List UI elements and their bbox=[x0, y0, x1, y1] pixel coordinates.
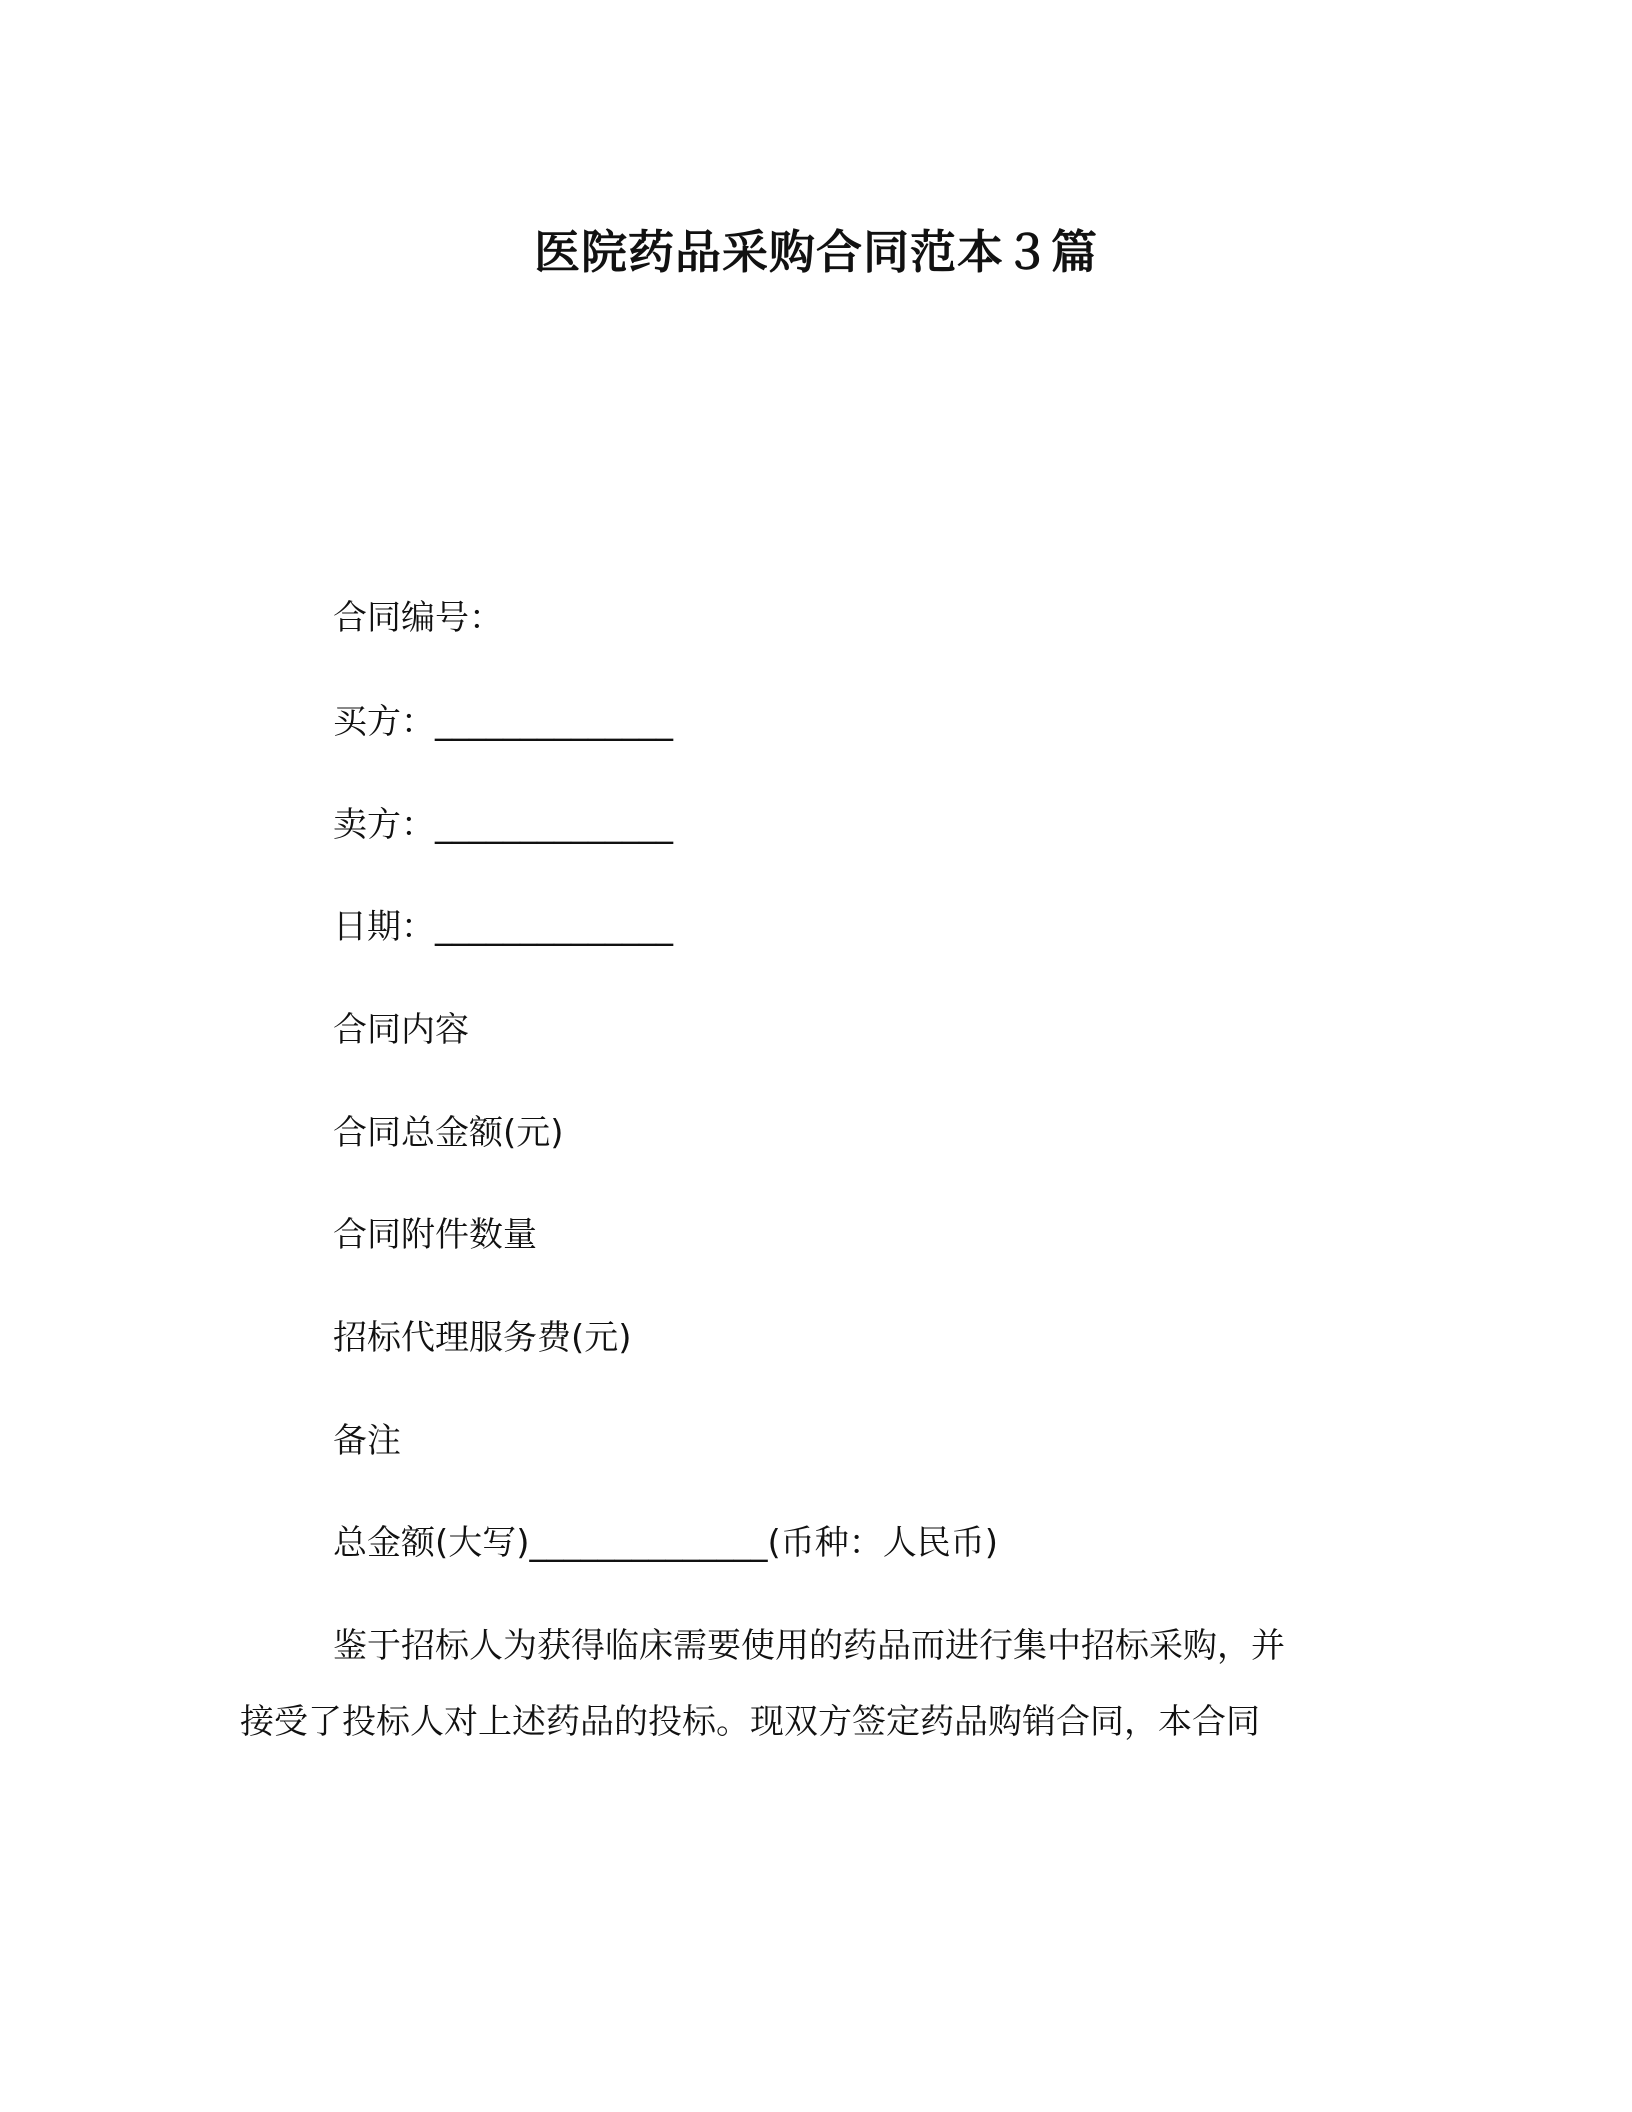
attachment-count-label: 合同附件数量 bbox=[333, 1215, 537, 1255]
body-paragraph-line-2: 接受了投标人对上述药品的投标。现双方签定药品购销合同，本合同 bbox=[240, 1702, 1260, 1742]
agency-fee-label: 招标代理服务费(元) bbox=[333, 1318, 632, 1358]
buyer-field: 买方：______________ bbox=[333, 702, 673, 742]
contract-number-label: 合同编号： bbox=[333, 598, 503, 638]
contract-content-label: 合同内容 bbox=[333, 1010, 469, 1050]
date-field: 日期：______________ bbox=[333, 907, 673, 947]
document-title: 医院药品采购合同范本３篇 bbox=[534, 225, 1098, 279]
seller-field: 卖方：______________ bbox=[333, 805, 673, 845]
total-in-words-field: 总金额(大写)______________(币种：人民币) bbox=[333, 1523, 999, 1563]
remarks-label: 备注 bbox=[333, 1421, 401, 1461]
total-amount-label: 合同总金额(元) bbox=[333, 1113, 564, 1153]
body-paragraph-line-1: 鉴于招标人为获得临床需要使用的药品而进行集中招标采购，并 bbox=[333, 1626, 1285, 1666]
